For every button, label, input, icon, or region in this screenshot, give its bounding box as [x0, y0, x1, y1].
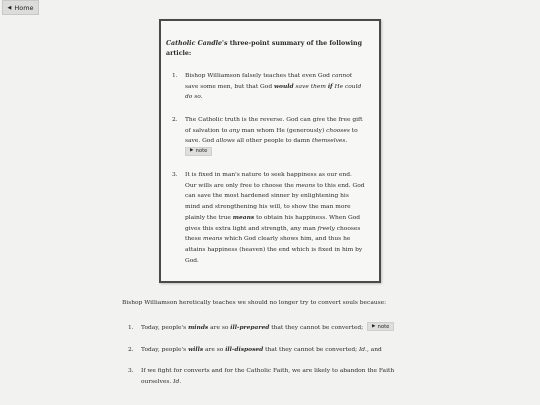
note-button-body[interactable]: ▶ note: [367, 322, 394, 331]
home-button[interactable]: [2, 0, 39, 15]
triangle-right-icon: ▶: [190, 148, 194, 154]
triangle-right-icon: ▶: [372, 324, 376, 329]
summary-title: Catholic Candle's three-point summary of the following article:: [166, 40, 363, 57]
note-button-summary[interactable]: ▶ note: [185, 147, 212, 156]
body-list-item-3: 3. If we fight for converts and for the Catholic Faith, we are likely to abandon the Faith ourselves. Id.: [128, 368, 395, 385]
summary-item-2: 2. The Catholic truth is the reverse. God can give the free gift of salvation to any man whom He (generously) chooses to save. God allows all other people to damn themselves. ▶ note: [185, 115, 365, 158]
summary-item-3: 3. It is fixed in man's nature to seek happiness as our end. Our wills are only free to choose the means to this end. God can save the most hardened sinner by enlightening his mind and strengthening his will, to show the man more plainly the true means to obtain his happiness. When God gives this extra light and strength, any man freely chooses these means which God clearly shows him, and thus he attains happiness (heaven) the end which is fixed in him by God.: [172, 172, 365, 264]
summary-box: [159, 19, 381, 283]
intro-paragraph: Bishop Williamson heretically teaches we should no longer try to convert souls because:: [122, 300, 387, 306]
body-list-item-1: 1. Today, people's minds are so ill-prepared that they cannot be converted;: [128, 324, 364, 331]
summary-item-1: 1. Bishop Williamson falsely teaches that even God cannot save some men, but that God would save them if He could do so.: [172, 73, 362, 101]
triangle-left-icon: ◀: [7, 4, 12, 11]
body-list-item-2: 2. Today, people's wills are so ill-disposed that they cannot be converted; Id., and: [128, 346, 382, 353]
home-label: Home: [14, 3, 34, 12]
